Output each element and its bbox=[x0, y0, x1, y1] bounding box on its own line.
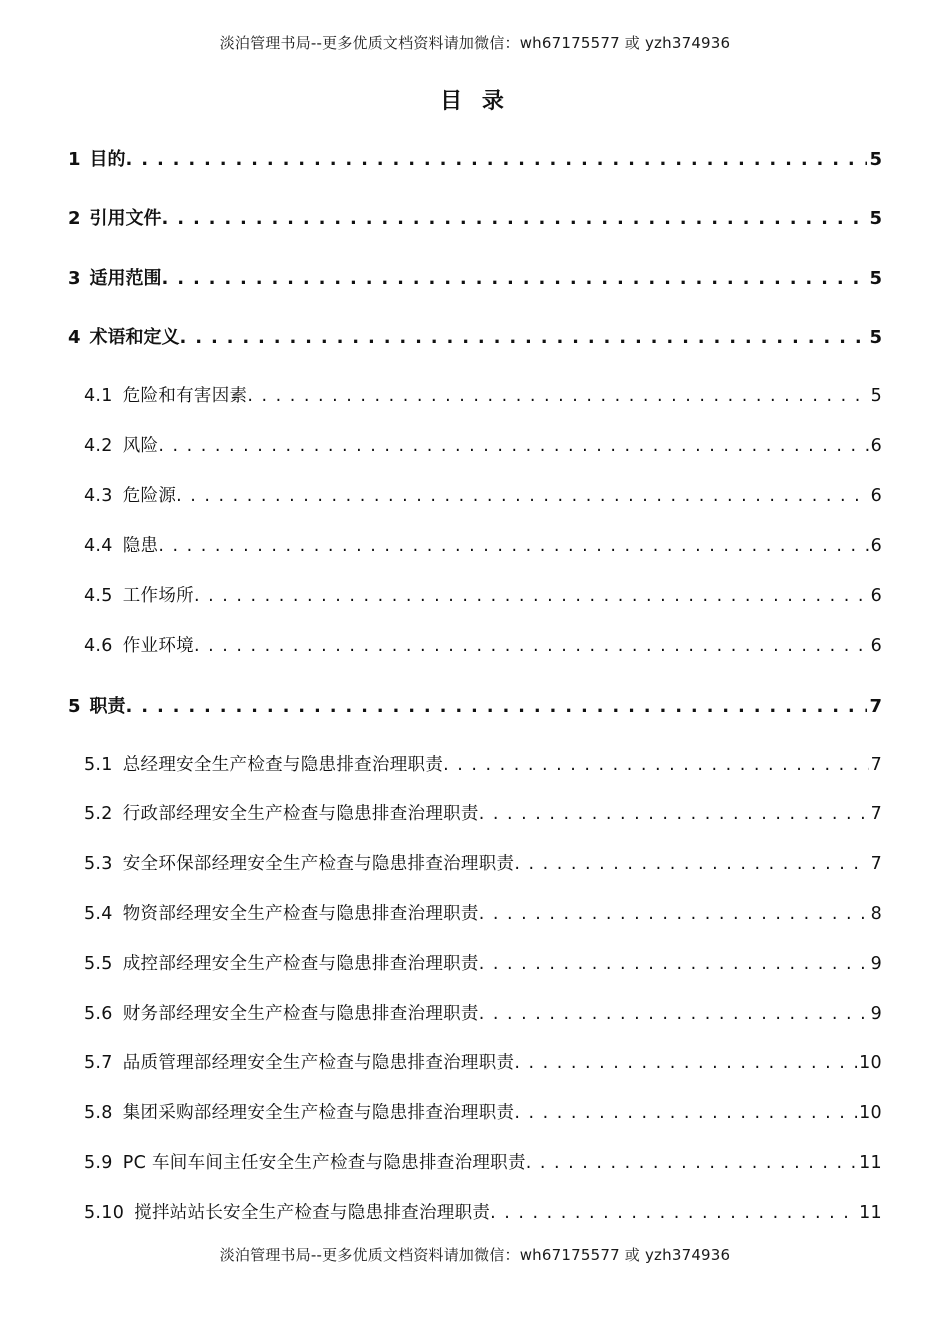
toc-entry-page: 9 bbox=[870, 1004, 882, 1024]
toc-entry-5-9[interactable] bbox=[84, 1149, 882, 1175]
dot-leader bbox=[162, 268, 868, 289]
toc-entry-5-6[interactable] bbox=[84, 1000, 882, 1026]
dot-leader bbox=[514, 1053, 857, 1073]
dot-leader bbox=[247, 386, 868, 406]
page-header-watermark-text: 淡泊管理书局--更多优质文档资料请加微信：wh67175577 或 yzh374936 bbox=[219, 34, 731, 52]
toc-entry-title: 安全环保部经理安全生产检查与隐患排查治理职责 bbox=[122, 854, 515, 874]
toc-entry-title: 财务部经理安全生产检查与隐患排查治理职责 bbox=[122, 1004, 479, 1024]
toc-entry-title: 引用文件 bbox=[89, 208, 162, 229]
toc-entry-4-2[interactable] bbox=[84, 432, 882, 458]
toc-entry-number: 3 bbox=[68, 268, 81, 289]
dot-leader bbox=[514, 1103, 857, 1123]
toc-entry-number: 2 bbox=[68, 208, 81, 229]
toc-entry-5[interactable] bbox=[68, 692, 882, 718]
toc-entry-page: 6 bbox=[870, 636, 882, 656]
toc-entry-number: 5.6 bbox=[84, 1004, 113, 1024]
toc-entry-number: 4.3 bbox=[84, 486, 113, 506]
toc-entry-number: 5.4 bbox=[84, 904, 113, 924]
toc-entry-number: 5 bbox=[68, 696, 81, 717]
toc-entry-page: 6 bbox=[870, 436, 882, 456]
toc-entry-5-7[interactable] bbox=[84, 1049, 882, 1075]
toc-entry-page: 7 bbox=[870, 755, 882, 775]
toc-entry-page: 6 bbox=[870, 486, 882, 506]
toc-entry-3[interactable] bbox=[68, 264, 882, 290]
dot-leader bbox=[514, 854, 868, 874]
toc-entry-title: 品质管理部经理安全生产检查与隐患排查治理职责 bbox=[122, 1053, 515, 1073]
toc-entry-page: 8 bbox=[870, 904, 882, 924]
toc-entry-page: 5 bbox=[870, 386, 882, 406]
toc-entry-title: 搅拌站站长安全生产检查与隐患排查治理职责 bbox=[134, 1203, 491, 1223]
dot-leader bbox=[158, 436, 868, 456]
toc-entry-number: 5.10 bbox=[84, 1203, 125, 1223]
toc-entry-title: 工作场所 bbox=[122, 586, 194, 606]
toc-entry-title: 术语和定义 bbox=[89, 327, 180, 348]
dot-leader bbox=[180, 327, 868, 348]
toc-entry-page: 11 bbox=[859, 1203, 882, 1223]
toc-entry-title: 目的 bbox=[89, 149, 126, 170]
toc-entry-page: 10 bbox=[859, 1103, 882, 1123]
toc-entry-title: 总经理安全生产检查与隐患排查治理职责 bbox=[122, 755, 444, 775]
dot-leader bbox=[176, 486, 868, 506]
dot-leader bbox=[162, 208, 868, 229]
toc-entry-number: 5.3 bbox=[84, 854, 113, 874]
toc-entry-number: 4.6 bbox=[84, 636, 113, 656]
toc-entry-number: 5.5 bbox=[84, 954, 113, 974]
toc-entry-number: 5.2 bbox=[84, 804, 113, 824]
toc-entry-title: 物资部经理安全生产检查与隐患排查治理职责 bbox=[122, 904, 479, 924]
dot-leader bbox=[479, 904, 869, 924]
toc-entry-4-6[interactable] bbox=[84, 632, 882, 658]
toc-entry-4-5[interactable] bbox=[84, 582, 882, 608]
toc-entry-title: 行政部经理安全生产检查与隐患排查治理职责 bbox=[122, 804, 479, 824]
dot-leader bbox=[158, 536, 868, 556]
toc-entry-page: 10 bbox=[859, 1053, 882, 1073]
toc-entry-5-4[interactable] bbox=[84, 900, 882, 926]
toc-title: 目 录 bbox=[440, 89, 510, 114]
toc-entry-4-4[interactable] bbox=[84, 532, 882, 558]
dot-leader bbox=[479, 954, 869, 974]
toc-entry-page: 6 bbox=[870, 586, 882, 606]
toc-entry-number: 4.1 bbox=[84, 386, 113, 406]
toc-entry-title: 危险源 bbox=[122, 486, 177, 506]
dot-leader bbox=[479, 804, 869, 824]
toc-entry-title: PC 车间车间主任安全生产检查与隐患排查治理职责 bbox=[122, 1153, 526, 1173]
toc-entry-5-10[interactable] bbox=[84, 1199, 882, 1225]
toc-entry-title: 隐患 bbox=[122, 536, 159, 556]
toc-entry-4-1[interactable] bbox=[84, 382, 882, 408]
toc-entry-5-3[interactable] bbox=[84, 850, 882, 876]
toc-entry-title: 集团采购部经理安全生产检查与隐患排查治理职责 bbox=[122, 1103, 515, 1123]
toc-entry-number: 5.1 bbox=[84, 755, 113, 775]
toc-entry-5-5[interactable] bbox=[84, 950, 882, 976]
toc-entry-5-8[interactable] bbox=[84, 1099, 882, 1125]
dot-leader bbox=[443, 755, 868, 775]
toc-entry-page: 5 bbox=[869, 149, 882, 170]
toc-entry-1[interactable] bbox=[68, 145, 882, 171]
toc-entry-number: 4.2 bbox=[84, 436, 113, 456]
toc-entry-page: 7 bbox=[870, 804, 882, 824]
dot-leader bbox=[126, 149, 868, 170]
toc-entry-page: 9 bbox=[870, 954, 882, 974]
toc-entry-title: 作业环境 bbox=[122, 636, 194, 656]
dot-leader bbox=[194, 636, 869, 656]
toc-entry-5-1[interactable] bbox=[84, 751, 882, 777]
toc-entry-page: 5 bbox=[869, 327, 882, 348]
toc-entry-page: 6 bbox=[870, 536, 882, 556]
toc-entry-title: 成控部经理安全生产检查与隐患排查治理职责 bbox=[122, 954, 479, 974]
dot-leader bbox=[526, 1153, 857, 1173]
toc-entry-page: 11 bbox=[859, 1153, 882, 1173]
toc-entry-number: 4.4 bbox=[84, 536, 113, 556]
dot-leader bbox=[490, 1203, 857, 1223]
toc-entry-title: 风险 bbox=[122, 436, 159, 456]
toc-entry-page: 5 bbox=[869, 268, 882, 289]
toc-entry-4-3[interactable] bbox=[84, 482, 882, 508]
toc-entry-title: 职责 bbox=[89, 696, 126, 717]
toc-entry-number: 1 bbox=[68, 149, 81, 170]
toc-entry-number: 5.8 bbox=[84, 1103, 113, 1123]
toc-entry-number: 4 bbox=[68, 327, 81, 348]
page-footer-watermark-text: 淡泊管理书局--更多优质文档资料请加微信：wh67175577 或 yzh374936 bbox=[219, 1246, 731, 1264]
toc-entry-number: 4.5 bbox=[84, 586, 113, 606]
toc-entry-page: 7 bbox=[870, 854, 882, 874]
toc-entry-number: 5.7 bbox=[84, 1053, 113, 1073]
toc-entry-title: 危险和有害因素 bbox=[122, 386, 248, 406]
toc-entry-number: 5.9 bbox=[84, 1153, 113, 1173]
toc-entry-5-2[interactable] bbox=[84, 800, 882, 826]
dot-leader bbox=[479, 1004, 869, 1024]
dot-leader bbox=[194, 586, 869, 606]
toc-entry-2[interactable] bbox=[68, 204, 882, 230]
toc-entry-4[interactable] bbox=[68, 323, 882, 349]
toc-entry-page: 5 bbox=[869, 208, 882, 229]
toc-entry-title: 适用范围 bbox=[89, 268, 162, 289]
dot-leader bbox=[126, 696, 868, 717]
toc-entry-page: 7 bbox=[869, 696, 882, 717]
